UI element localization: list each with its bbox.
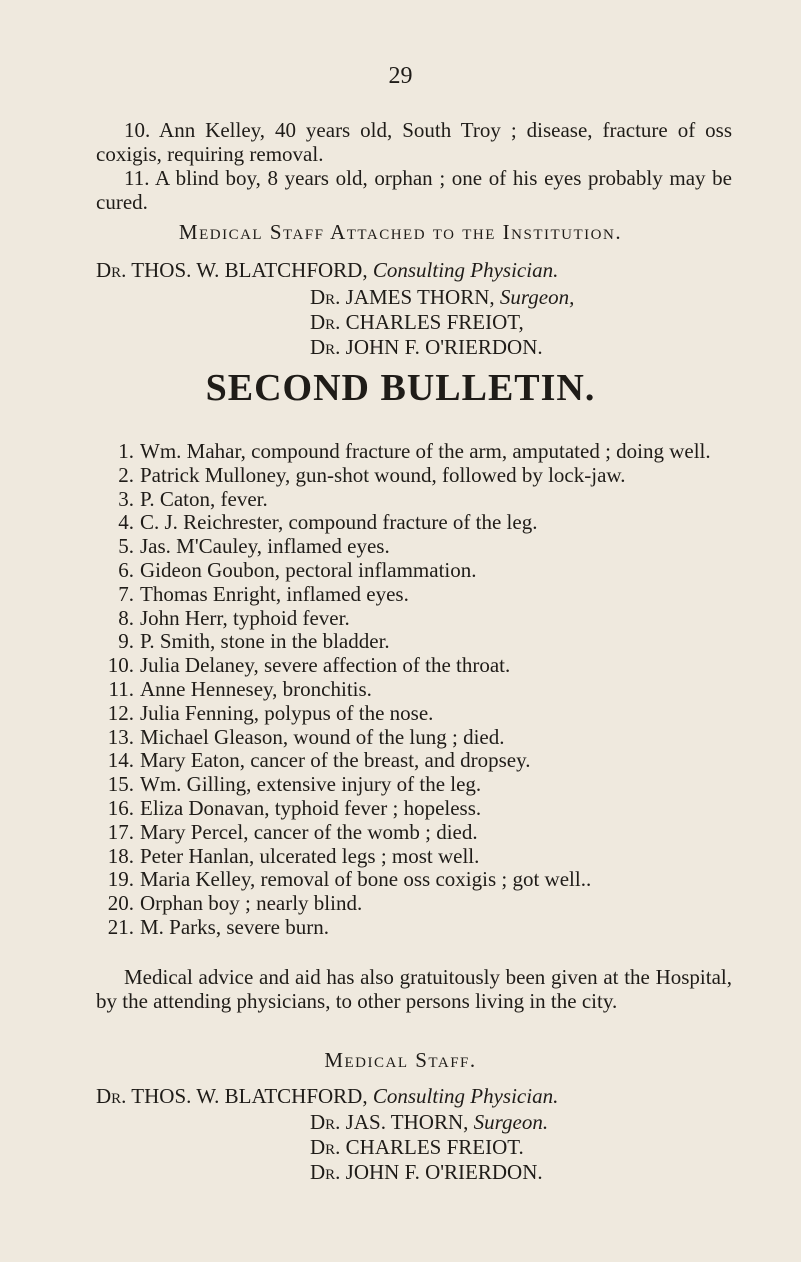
staff-name: JOHN F. O'RIERDON. xyxy=(345,1160,543,1184)
staff-2-line-1 xyxy=(96,1084,558,1109)
bulletin-title: SECOND BULLETIN. xyxy=(205,367,596,409)
bulletin-entry: 9. P. Smith, stone in the bladder. xyxy=(118,629,390,654)
top-entries xyxy=(96,118,732,214)
bulletin-entry: 11. Anne Hennesey, bronchitis. xyxy=(108,676,372,701)
staff-1-line-2 xyxy=(310,285,574,310)
title-prefix: Dr. xyxy=(310,285,341,309)
staff-name: THOS. W. BLATCHFORD, xyxy=(131,1084,368,1108)
bulletin-entry: 16. Eliza Donavan, typhoid fever ; hopeless. xyxy=(107,795,482,820)
bulletin-entry: 5. Jas. M'Cauley, inflamed eyes. xyxy=(118,534,390,559)
title-prefix: Dr. xyxy=(310,310,341,334)
title-prefix: Dr. xyxy=(310,1135,341,1159)
bulletin-list xyxy=(96,440,732,940)
staff-role: Surgeon, xyxy=(499,285,575,309)
medical-advice-note xyxy=(96,965,732,1013)
staff-2-line-2 xyxy=(310,1110,548,1135)
bulletin-entry: 18. Peter Hanlan, ulcerated legs ; most well. xyxy=(107,843,480,868)
bulletin-entry: 17. Mary Percel, cancer of the womb ; died. xyxy=(107,819,478,844)
entry-11: 11. A blind boy, 8 years old, orphan ; one of his eyes probably may be cured. xyxy=(96,166,732,214)
staff-1-line-1 xyxy=(96,258,558,283)
staff-name: CHARLES FREIOT. xyxy=(345,1135,524,1159)
staff-name: JAS. THORN, xyxy=(345,1110,469,1134)
bulletin-entry: 3. P. Caton, fever. xyxy=(118,486,268,511)
staff-role: Surgeon. xyxy=(473,1110,549,1134)
staff-name: THOS. W. BLATCHFORD, xyxy=(131,258,368,282)
staff-heading-2: Medical Staff. xyxy=(324,1048,477,1072)
staff-name: CHARLES FREIOT, xyxy=(345,310,524,334)
staff-2-line-4 xyxy=(310,1160,543,1185)
note-text: Medical advice and aid has also gratuitously been given at the Hospital, by the attending physicians, to other persons living in the city. xyxy=(96,965,732,1013)
bulletin-entry: 2. Patrick Mulloney, gun-shot wound, followed by lock-jaw. xyxy=(118,462,626,487)
staff-1-line-3 xyxy=(310,310,524,335)
staff-2-line-3 xyxy=(310,1135,524,1160)
page-number: 29 xyxy=(388,63,413,89)
bulletin-entry: 4. C. J. Reichrester, compound fracture of the leg. xyxy=(118,510,538,535)
bulletin-entry: 1. Wm. Mahar, compound fracture of the arm, amputated ; doing well. xyxy=(118,439,711,463)
title-prefix: Dr. xyxy=(310,1160,341,1184)
title-prefix: Dr. xyxy=(310,335,341,359)
staff-role: Consulting Physician. xyxy=(372,1084,559,1108)
bulletin-entry: 15. Wm. Gilling, extensive injury of the leg. xyxy=(107,772,482,797)
entry-10: 10. Ann Kelley, 40 years old, South Troy ; disease, fracture of oss coxigis, requiring removal. xyxy=(96,118,732,166)
title-prefix: Dr. xyxy=(310,1110,341,1134)
staff-role: Consulting Physician. xyxy=(372,258,559,282)
title-prefix: Dr. xyxy=(96,258,127,282)
bulletin-entry: 19. Maria Kelley, removal of bone oss coxigis ; got well.. xyxy=(107,867,592,892)
staff-name: JOHN F. O'RIERDON. xyxy=(345,335,543,359)
bulletin-entry: 10. Julia Delaney, severe affection of the throat. xyxy=(107,653,511,678)
staff-1-line-4 xyxy=(310,335,543,360)
bulletin-entry: 8. John Herr, typhoid fever. xyxy=(118,605,350,630)
bulletin-entry: 6. Gideon Goubon, pectoral inflammation. xyxy=(118,557,477,582)
title-prefix: Dr. xyxy=(96,1084,127,1108)
staff-heading-1: Medical Staff Attached to the Institution. xyxy=(178,220,623,244)
bulletin-entry: 21. M. Parks, severe burn. xyxy=(107,914,329,939)
bulletin-entry: 7. Thomas Enright, inflamed eyes. xyxy=(118,581,409,606)
bulletin-entry: 13. Michael Gleason, wound of the lung ; died. xyxy=(107,724,505,749)
staff-name: JAMES THORN, xyxy=(345,285,495,309)
bulletin-entry: 20. Orphan boy ; nearly blind. xyxy=(107,891,363,916)
bulletin-entry: 14. Mary Eaton, cancer of the breast, and dropsey. xyxy=(107,748,531,773)
bulletin-entry: 12. Julia Fenning, polypus of the nose. xyxy=(107,700,434,725)
